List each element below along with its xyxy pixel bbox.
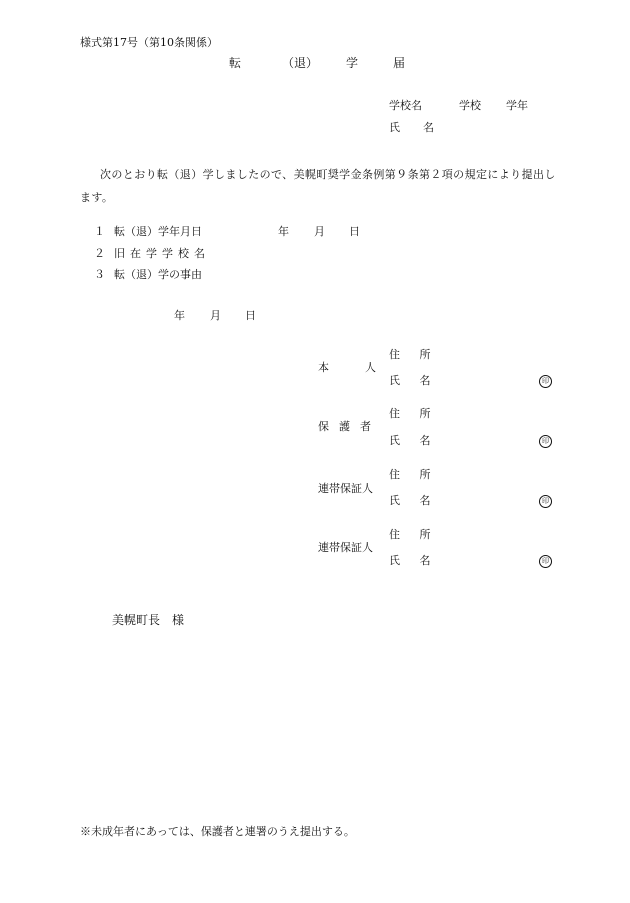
signer-role-guarantor: 連帯保証人 <box>318 541 373 554</box>
item-number: １ <box>94 225 105 238</box>
name-label: 氏 名 <box>389 374 439 387</box>
name-label: 氏 名 <box>389 434 439 447</box>
year-label: 年 <box>278 225 289 238</box>
school-suffix: 学校 <box>459 99 481 112</box>
seal-icon: 印 <box>539 375 552 388</box>
grade-suffix: 学年 <box>506 99 528 112</box>
signer-role-self: 本人 <box>318 361 376 374</box>
student-name-label: 氏 名 <box>389 121 440 134</box>
title-part-ten: 転 <box>229 56 242 70</box>
item-number: ２ <box>94 247 105 260</box>
footnote: ※未成年者にあっては、保護者と連署のうえ提出する。 <box>80 825 355 838</box>
address-label: 住 所 <box>389 407 439 420</box>
item-3 <box>94 269 202 280</box>
item-number: ３ <box>94 268 105 281</box>
item-label: 転（退）学年月日 <box>114 225 202 238</box>
title-part-gaku: 学 <box>346 56 359 70</box>
addressee: 美幌町長 様 <box>112 613 185 627</box>
address-label: 住 所 <box>389 348 439 361</box>
school-name-label: 学校名 <box>389 99 422 112</box>
name-label: 氏 名 <box>389 554 439 567</box>
form-number: 様式第17号（第10条関係） <box>80 36 218 49</box>
address-label: 住 所 <box>389 528 439 541</box>
title-part-todoke: 届 <box>393 56 406 70</box>
name-label: 氏 名 <box>389 494 439 507</box>
item-label: 転（退）学の事由 <box>114 268 202 281</box>
title-part-tai: （退） <box>282 56 319 70</box>
item-label: 旧在学学校名 <box>114 247 210 260</box>
seal-icon: 印 <box>539 555 552 568</box>
signer-role-guarantor: 連帯保証人 <box>318 482 373 495</box>
month-label: 月 <box>314 225 325 238</box>
seal-icon: 印 <box>539 495 552 508</box>
seal-icon: 印 <box>539 435 552 448</box>
item-1 <box>94 226 202 237</box>
signer-role-guardian: 保護者 <box>318 420 381 433</box>
day-label: 日 <box>349 225 360 238</box>
year-label: 年 <box>174 309 185 322</box>
body-paragraph: 次のとおり転（退）学しましたので、美幌町奨学金条例第９条第２項の規定により提出します。 <box>80 168 556 204</box>
address-label: 住 所 <box>389 468 439 481</box>
day-label: 日 <box>245 309 256 322</box>
month-label: 月 <box>210 309 221 322</box>
item-2 <box>94 248 210 259</box>
